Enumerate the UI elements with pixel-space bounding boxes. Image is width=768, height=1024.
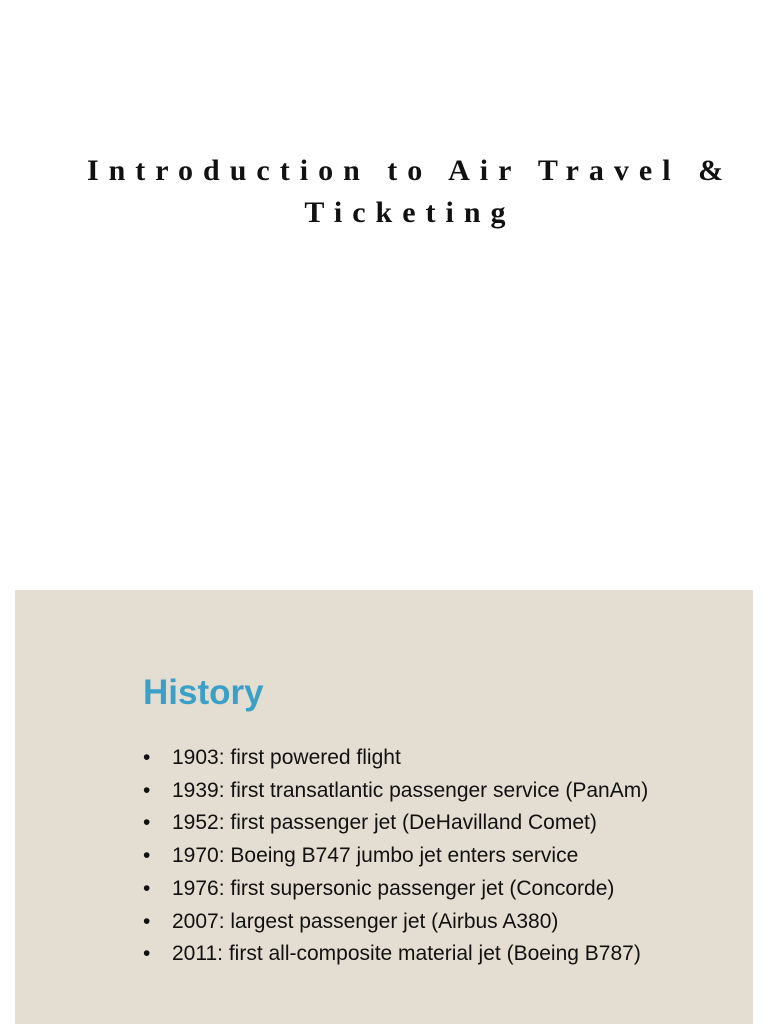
- slide-title-line-2: Ticketing: [304, 196, 516, 229]
- slide-title: [20, 150, 768, 234]
- list-item: • 1903: first powered flight: [143, 742, 648, 775]
- history-slide: [15, 590, 753, 1024]
- list-item: • 1970: Boeing B747 jumbo jet enters service: [143, 840, 648, 873]
- list-item: • 1976: first supersonic passenger jet (Concorde): [143, 873, 648, 906]
- list-item: • 1939: first transatlantic passenger service (PanAm): [143, 775, 648, 808]
- slide-title-line-1: Introduction to Air Travel &: [86, 154, 734, 187]
- list-item: • 1952: first passenger jet (DeHavilland Comet): [143, 807, 648, 840]
- history-bullet-list: [143, 742, 648, 971]
- history-heading: History: [143, 673, 264, 712]
- list-item: • 2007: largest passenger jet (Airbus A380): [143, 906, 648, 939]
- list-item: • 2011: first all-composite material jet (Boeing B787): [143, 938, 648, 971]
